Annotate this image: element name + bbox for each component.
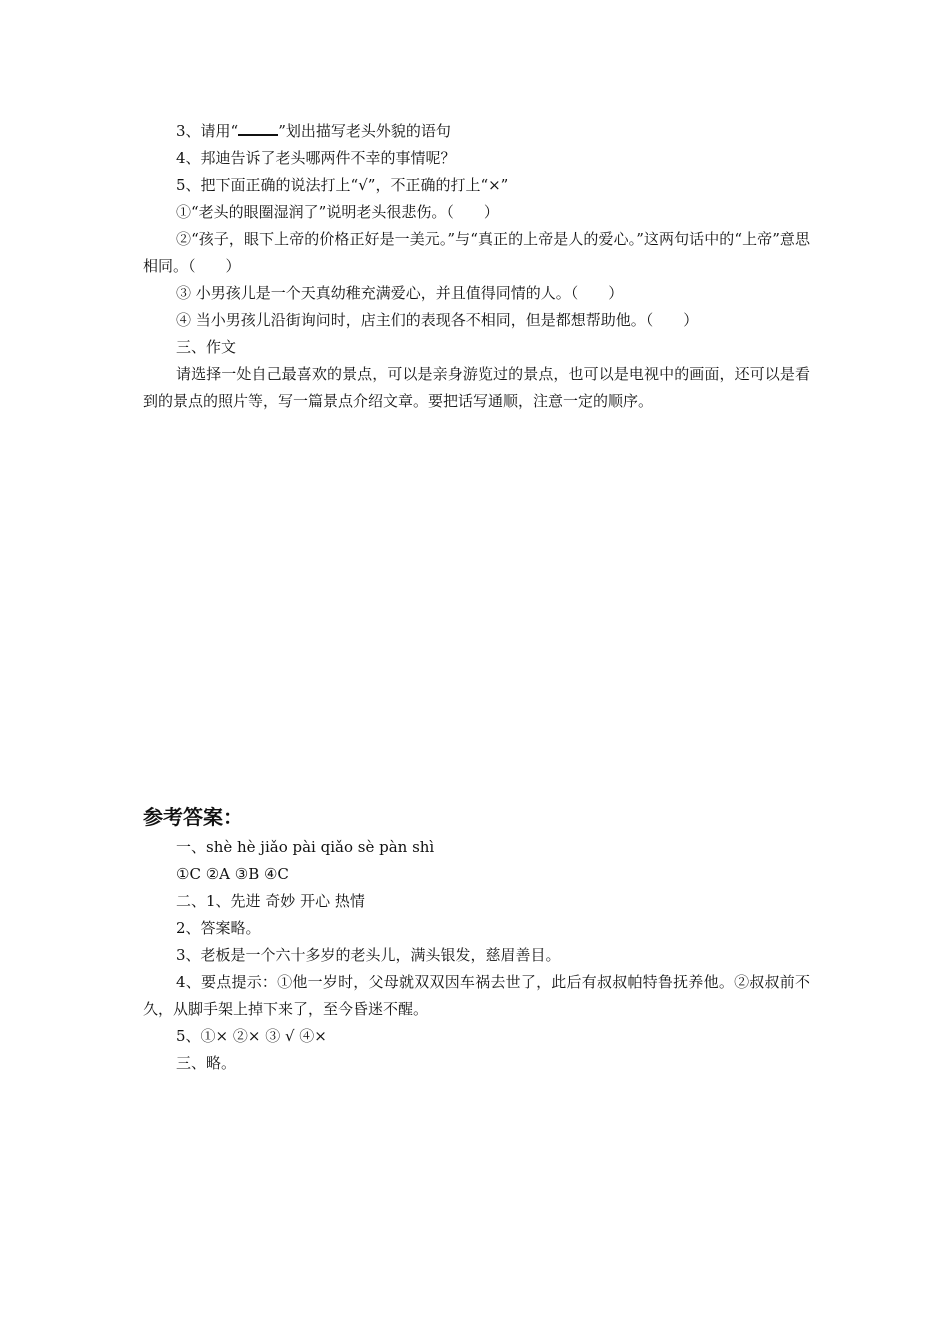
answers-section bbox=[143, 834, 810, 1077]
section-3-title: 三、作文 bbox=[176, 338, 237, 356]
question-5-item-4: ④ 当小男孩儿沿街询问时，店主们的表现各不相同，但是都想帮助他。（ ） bbox=[176, 311, 699, 329]
question-4: 4、邦迪告诉了老头哪两件不幸的事情呢？ bbox=[176, 149, 456, 167]
question-3-suffix: ”划出描写老头外貌的语句 bbox=[278, 122, 451, 140]
answer-2-5: 5、①× ②× ③ √ ④× bbox=[176, 1027, 327, 1045]
answer-1-choices: ①C ②A ③B ④C bbox=[176, 865, 289, 883]
answer-2-2: 2、答案略。 bbox=[176, 919, 261, 937]
answer-2-3: 3、老板是一个六十多岁的老头儿，满头银发，慈眉善目。 bbox=[176, 946, 561, 964]
answer-2-1: 二、1、先进 奇妙 开心 热情 bbox=[176, 892, 365, 910]
question-5-item-3: ③ 小男孩儿是一个天真幼稚充满爱心，并且值得同情的人。（ ） bbox=[176, 284, 624, 302]
question-5-item-2: ②“孩子，眼下上帝的价格正好是一美元。”与“真正的上帝是人的爱心。”这两句话中的“上帝”意思相同。（ ） bbox=[143, 230, 810, 275]
answer-2-4: 4、要点提示：①他一岁时，父母就双双因车祸去世了，此后有叔叔帕特鲁抚养他。②叔叔前不久，从脚手架上掉下来了，至今昏迷不醒。 bbox=[143, 973, 810, 1018]
question-3-prefix: 3、请用“ bbox=[176, 122, 239, 140]
question-5-item-1: ①“老头的眼圈湿润了”说明老头很悲伤。（ ） bbox=[176, 203, 499, 221]
answer-3: 三、略。 bbox=[176, 1054, 237, 1072]
question-3 bbox=[143, 118, 810, 145]
underline-blank bbox=[238, 122, 278, 136]
section-3-prompt: 请选择一处自己最喜欢的景点，可以是亲身游览过的景点，也可以是电视中的画面，还可以是看到的景点的照片等，写一篇景点介绍文章。要把话写通顺，注意一定的顺序。 bbox=[143, 365, 810, 410]
answers-heading: 参考答案： bbox=[143, 805, 243, 829]
question-5: 5、把下面正确的说法打上“√”，不正确的打上“×” bbox=[176, 176, 509, 194]
answer-1-pinyin: 一、shè hè jiǎo pài qiǎo sè pàn shì bbox=[176, 838, 435, 856]
questions-section bbox=[143, 118, 810, 415]
